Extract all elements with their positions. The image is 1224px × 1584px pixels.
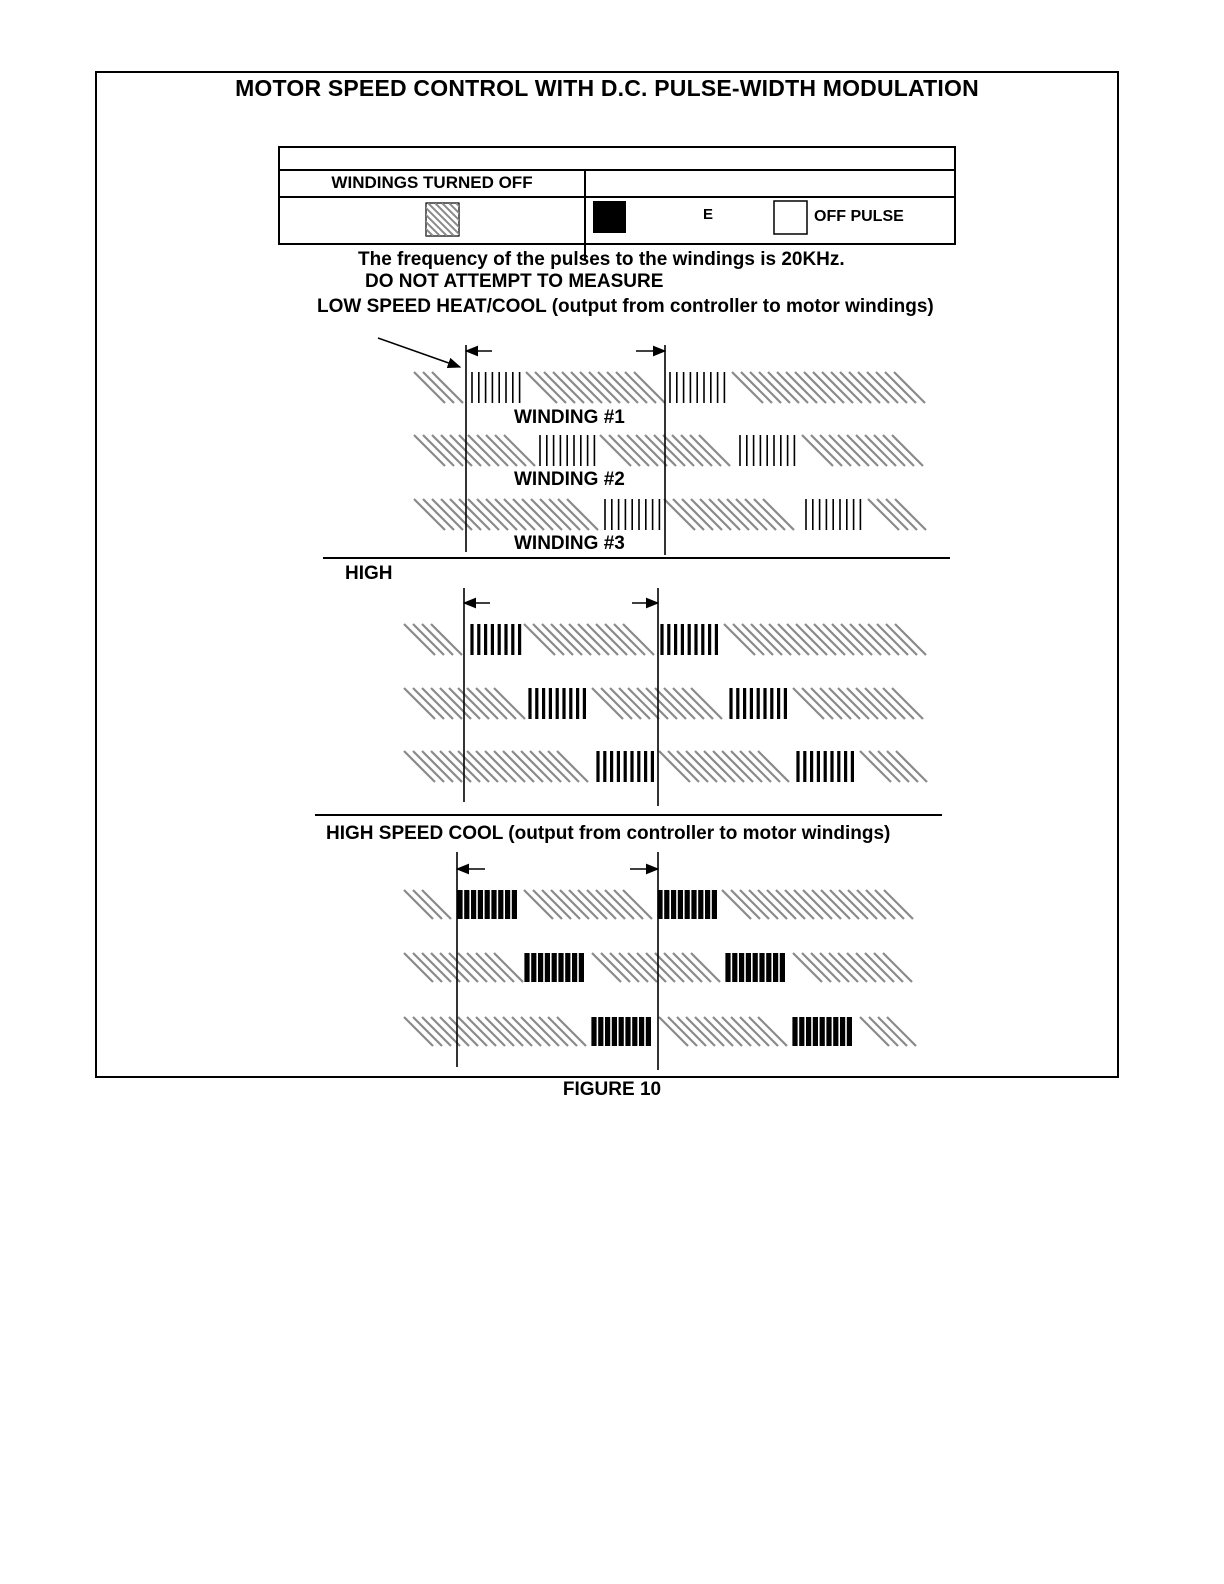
hatch-stroke xyxy=(423,499,454,530)
hatch-stroke xyxy=(874,435,905,466)
hatch-stroke xyxy=(432,372,463,403)
hatch-stroke xyxy=(655,688,686,719)
off-region xyxy=(724,624,926,655)
hatch-stroke xyxy=(458,751,489,782)
hatch-stroke xyxy=(758,751,789,782)
hatch-stroke xyxy=(673,499,704,530)
hatch-stroke xyxy=(859,624,890,655)
hatch-stroke xyxy=(619,688,650,719)
hatch-stroke xyxy=(600,435,631,466)
off-region xyxy=(868,499,926,530)
hatch-stroke xyxy=(829,688,860,719)
hatch-stroke xyxy=(727,499,758,530)
hatch-stroke xyxy=(745,499,776,530)
hatch-stroke xyxy=(878,751,909,782)
hatch-stroke xyxy=(681,435,712,466)
hatch-stroke xyxy=(495,499,526,530)
hatch-stroke xyxy=(627,435,658,466)
hatch-stroke xyxy=(423,372,454,403)
hatch-stroke xyxy=(677,751,708,782)
hatch-stroke xyxy=(551,624,582,655)
legend-hatch-swatch xyxy=(393,203,496,236)
off-region xyxy=(526,372,665,403)
hatch-stroke xyxy=(459,435,490,466)
hatch-stroke xyxy=(476,751,507,782)
hatch-stroke xyxy=(847,435,878,466)
hatch-stroke xyxy=(533,624,564,655)
hatch-stroke xyxy=(589,372,620,403)
hatch-stroke xyxy=(468,435,499,466)
hatch-stroke xyxy=(542,624,573,655)
off-region xyxy=(793,953,912,982)
hatch-stroke xyxy=(476,688,507,719)
hatch-stroke xyxy=(874,688,905,719)
hatch-stroke xyxy=(751,624,782,655)
hatch-stroke xyxy=(682,499,713,530)
hatch-stroke xyxy=(887,751,918,782)
hatch-stroke xyxy=(838,688,869,719)
on-pulse-train xyxy=(740,435,794,466)
hatch-stroke xyxy=(850,624,881,655)
hatch-stroke xyxy=(690,435,721,466)
on-pulse-train xyxy=(594,1017,648,1046)
hatch-stroke xyxy=(749,751,780,782)
off-region xyxy=(414,372,463,403)
hatch-stroke xyxy=(549,499,580,530)
hatch-stroke xyxy=(709,499,740,530)
hatch-stroke xyxy=(486,435,517,466)
hatch-stroke xyxy=(654,435,685,466)
off-region xyxy=(404,953,523,982)
hatch-stroke xyxy=(526,372,557,403)
hatch-stroke xyxy=(592,688,623,719)
hatch-stroke xyxy=(793,688,824,719)
hatch-stroke xyxy=(636,435,667,466)
hatch-stroke xyxy=(544,372,575,403)
hatch-stroke xyxy=(811,435,842,466)
hatch-stroke xyxy=(691,499,722,530)
on-pulse-train xyxy=(670,372,724,403)
hatch-stroke xyxy=(849,372,880,403)
on-pulse-train xyxy=(795,1017,849,1046)
off-region xyxy=(659,751,789,782)
hatch-stroke xyxy=(413,688,444,719)
hatch-stroke xyxy=(718,499,749,530)
hatch-stroke xyxy=(616,372,647,403)
hatch-stroke xyxy=(868,624,899,655)
hatch-stroke xyxy=(485,751,516,782)
hatch-stroke xyxy=(713,751,744,782)
hatch-stroke xyxy=(463,203,496,236)
hatch-stroke xyxy=(413,751,444,782)
legend-off-pulse-label: OFF PULSE xyxy=(814,208,904,225)
off-region xyxy=(860,1017,916,1046)
high-speed-winding-3-row xyxy=(404,751,927,782)
high-speed-winding-2-row xyxy=(404,688,923,719)
hatch-stroke xyxy=(540,499,571,530)
hatch-stroke xyxy=(724,624,755,655)
legend-on-swatch xyxy=(593,201,626,233)
legend-on-pulse-label: E xyxy=(703,206,714,223)
hatch-stroke xyxy=(805,624,836,655)
hatch-stroke xyxy=(571,372,602,403)
hatch-stroke xyxy=(886,624,917,655)
hatch-stroke xyxy=(895,624,926,655)
hatch-stroke xyxy=(531,499,562,530)
hatch-stroke xyxy=(614,624,645,655)
hatch-stroke xyxy=(646,688,677,719)
hatch-stroke xyxy=(664,688,695,719)
on-pulse-train xyxy=(472,372,520,403)
legend-windings-off-label: WINDINGS TURNED OFF xyxy=(331,173,533,192)
hatch-stroke xyxy=(414,372,445,403)
hatch-stroke xyxy=(869,751,900,782)
hatch-stroke xyxy=(414,435,445,466)
hatch-stroke xyxy=(607,372,638,403)
hatch-stroke xyxy=(553,372,584,403)
hatch-stroke xyxy=(567,499,598,530)
hatch-stroke xyxy=(769,624,800,655)
off-region xyxy=(404,1017,586,1046)
off-region xyxy=(592,953,720,982)
hatch-stroke xyxy=(886,499,917,530)
hatch-stroke xyxy=(422,624,453,655)
frequency-note: The frequency of the pulses to the windings is 20KHz. xyxy=(358,249,845,270)
hatch-stroke xyxy=(512,751,543,782)
high-speed-waveforms xyxy=(404,588,927,806)
hatch-stroke xyxy=(883,435,914,466)
hatch-stroke xyxy=(802,688,833,719)
hatch-stroke xyxy=(822,372,853,403)
hatch-stroke xyxy=(423,435,454,466)
hatch-stroke xyxy=(601,688,632,719)
hatch-stroke xyxy=(609,435,640,466)
hatch-stroke xyxy=(486,499,517,530)
off-region xyxy=(592,688,722,719)
hatch-stroke xyxy=(820,435,851,466)
hatch-stroke xyxy=(623,624,654,655)
hatch-stroke xyxy=(625,372,656,403)
hatch-stroke xyxy=(804,372,835,403)
hatch-stroke xyxy=(847,688,878,719)
hatch-stroke xyxy=(477,435,508,466)
hatch-stroke xyxy=(795,372,826,403)
low-speed-winding-3-row xyxy=(414,499,926,530)
hatch-stroke xyxy=(695,751,726,782)
hatch-stroke xyxy=(787,624,818,655)
diagram-title: MOTOR SPEED CONTROL WITH D.C. PULSE-WIDTH MODULATION xyxy=(235,75,979,101)
high-speed-cool-waveforms xyxy=(404,852,916,1070)
hatch-stroke xyxy=(441,435,472,466)
hatch-stroke xyxy=(441,499,472,530)
hatch-stroke xyxy=(440,751,471,782)
hatch-stroke xyxy=(558,499,589,530)
hatch-stroke xyxy=(768,372,799,403)
hatch-stroke xyxy=(722,751,753,782)
on-pulse-train xyxy=(527,953,581,982)
off-region xyxy=(524,624,654,655)
hatch-stroke xyxy=(404,751,435,782)
hatch-stroke xyxy=(742,624,773,655)
hatch-stroke xyxy=(840,372,871,403)
hatch-stroke xyxy=(856,435,887,466)
hatch-stroke xyxy=(860,751,891,782)
hatch-stroke xyxy=(865,688,896,719)
hatch-stroke xyxy=(535,372,566,403)
hatch-stroke xyxy=(686,751,717,782)
hatch-stroke xyxy=(578,624,609,655)
hatch-stroke xyxy=(733,624,764,655)
off-region xyxy=(404,624,462,655)
hatch-stroke xyxy=(530,751,561,782)
hatch-stroke xyxy=(700,499,731,530)
hatch-stroke xyxy=(813,372,844,403)
hatch-stroke xyxy=(431,751,462,782)
off-region xyxy=(664,499,794,530)
low-speed-winding-1-row xyxy=(414,372,925,403)
hatch-stroke xyxy=(867,372,898,403)
hatch-stroke xyxy=(431,688,462,719)
hatch-stroke xyxy=(759,372,790,403)
hatch-stroke xyxy=(668,751,699,782)
hatch-stroke xyxy=(569,624,600,655)
hatch-stroke xyxy=(832,624,863,655)
hatch-stroke xyxy=(618,435,649,466)
on-pulse-train xyxy=(731,688,785,719)
hatch-stroke xyxy=(504,499,535,530)
hatch-stroke xyxy=(404,688,435,719)
hatch-stroke xyxy=(494,688,525,719)
hatch-stroke xyxy=(548,751,579,782)
hatch-stroke xyxy=(645,435,676,466)
hatch-stroke xyxy=(736,499,767,530)
off-region xyxy=(659,1017,787,1046)
off-region xyxy=(404,751,588,782)
hatch-stroke xyxy=(605,624,636,655)
winding-3-label: WINDING #3 xyxy=(514,533,625,554)
hatch-stroke xyxy=(786,372,817,403)
hatch-stroke xyxy=(883,688,914,719)
hatch-stroke xyxy=(691,688,722,719)
winding-2-label: WINDING #2 xyxy=(514,469,625,490)
hatch-stroke xyxy=(796,624,827,655)
hatch-stroke xyxy=(763,499,794,530)
off-region xyxy=(404,890,451,919)
leader-arrow xyxy=(378,338,460,367)
hatch-stroke xyxy=(539,751,570,782)
hatch-stroke xyxy=(432,435,463,466)
hatch-stroke xyxy=(868,499,899,530)
hatch-stroke xyxy=(504,435,535,466)
hatch-stroke xyxy=(404,624,435,655)
hatch-stroke xyxy=(664,499,695,530)
figure-caption: FIGURE 10 xyxy=(562,1079,662,1100)
hatch-stroke xyxy=(672,435,703,466)
hatch-stroke xyxy=(557,751,588,782)
high-speed-cool-winding-3-row xyxy=(404,1017,916,1046)
hatch-stroke xyxy=(659,751,690,782)
hatch-stroke xyxy=(876,372,907,403)
hatch-stroke xyxy=(495,435,526,466)
hatch-stroke xyxy=(877,499,908,530)
low-speed-winding-2-row xyxy=(414,435,923,466)
hatch-stroke xyxy=(820,688,851,719)
hatch-stroke xyxy=(459,499,490,530)
hatch-stroke xyxy=(468,499,499,530)
hatch-stroke xyxy=(856,688,887,719)
hatch-stroke xyxy=(663,435,694,466)
hatch-stroke xyxy=(414,499,445,530)
hatch-stroke xyxy=(431,624,462,655)
hatch-stroke xyxy=(699,435,730,466)
hatch-stroke xyxy=(750,372,781,403)
hatch-stroke xyxy=(503,751,534,782)
off-region xyxy=(860,751,927,782)
hatch-stroke xyxy=(610,688,641,719)
hatch-stroke xyxy=(456,203,489,236)
hatch-stroke xyxy=(885,372,916,403)
off-region xyxy=(732,372,925,403)
hatch-stroke xyxy=(513,499,544,530)
off-region xyxy=(414,435,535,466)
hatch-stroke xyxy=(865,435,896,466)
on-pulse-train xyxy=(806,499,860,530)
off-region xyxy=(524,890,652,919)
hatch-stroke xyxy=(628,688,659,719)
hatch-stroke xyxy=(777,372,808,403)
hatch-stroke xyxy=(494,751,525,782)
hatch-stroke xyxy=(560,624,591,655)
hatch-stroke xyxy=(634,372,665,403)
on-pulse-train xyxy=(798,751,852,782)
on-pulse-train xyxy=(605,499,659,530)
on-pulse-train xyxy=(530,688,584,719)
hatch-stroke xyxy=(731,751,762,782)
off-region xyxy=(722,890,913,919)
hatch-stroke xyxy=(393,203,426,236)
hatch-stroke xyxy=(422,688,453,719)
on-pulse-train xyxy=(728,953,782,982)
on-pulse-train xyxy=(598,751,652,782)
winding-1-label: WINDING #1 xyxy=(514,407,625,428)
hatch-stroke xyxy=(892,435,923,466)
hatch-stroke xyxy=(892,688,923,719)
hatch-stroke xyxy=(587,624,618,655)
on-pulse-train xyxy=(540,435,594,466)
hatch-stroke xyxy=(814,624,845,655)
hatch-stroke xyxy=(458,688,489,719)
hatch-stroke xyxy=(562,372,593,403)
hatch-stroke xyxy=(858,372,889,403)
hatch-stroke xyxy=(580,372,611,403)
hatch-stroke xyxy=(740,751,771,782)
on-pulse-train xyxy=(662,624,716,655)
hatch-stroke xyxy=(823,624,854,655)
hatch-stroke xyxy=(811,688,842,719)
high-label: HIGH xyxy=(345,563,393,584)
hatch-stroke xyxy=(895,499,926,530)
on-pulse-train xyxy=(460,890,514,919)
hatch-stroke xyxy=(467,688,498,719)
hatch-stroke xyxy=(741,372,772,403)
hatch-stroke xyxy=(760,624,791,655)
hatch-stroke xyxy=(598,372,629,403)
hatch-stroke xyxy=(432,499,463,530)
measure-warning: DO NOT ATTEMPT TO MEASURE xyxy=(365,271,664,292)
low-speed-waveforms xyxy=(414,345,926,555)
hatch-stroke xyxy=(422,751,453,782)
hatch-stroke xyxy=(673,688,704,719)
on-pulse-train xyxy=(660,890,714,919)
hatch-stroke xyxy=(896,751,927,782)
hatch-stroke xyxy=(440,688,471,719)
hatch-stroke xyxy=(894,372,925,403)
hatch-stroke xyxy=(704,751,735,782)
hatch-stroke xyxy=(682,688,713,719)
hatch-stroke xyxy=(596,624,627,655)
hatch-stroke xyxy=(413,624,444,655)
hatch-stroke xyxy=(732,372,763,403)
off-region xyxy=(414,499,598,530)
off-region xyxy=(802,435,923,466)
hatch-stroke xyxy=(467,751,498,782)
high-speed-cool-label: HIGH SPEED COOL (output from controller to motor windings) xyxy=(326,823,891,844)
hatch-stroke xyxy=(778,624,809,655)
low-speed-label: LOW SPEED HEAT/COOL (output from controller to motor windings) xyxy=(317,296,934,317)
hatch-stroke xyxy=(841,624,872,655)
off-region xyxy=(793,688,923,719)
hatch-stroke xyxy=(754,499,785,530)
hatch-stroke xyxy=(831,372,862,403)
legend-off-swatch xyxy=(774,201,807,234)
hatch-stroke xyxy=(477,499,508,530)
on-pulse-train xyxy=(472,624,520,655)
hatch-stroke xyxy=(521,751,552,782)
high-speed-winding-1-row xyxy=(404,624,926,655)
hatch-stroke xyxy=(829,435,860,466)
hatch-stroke xyxy=(522,499,553,530)
hatch-stroke xyxy=(524,624,555,655)
hatch-stroke xyxy=(485,688,516,719)
hatch-stroke xyxy=(637,688,668,719)
hatch-stroke xyxy=(877,624,908,655)
hatch-stroke xyxy=(838,435,869,466)
hatch-stroke xyxy=(802,435,833,466)
